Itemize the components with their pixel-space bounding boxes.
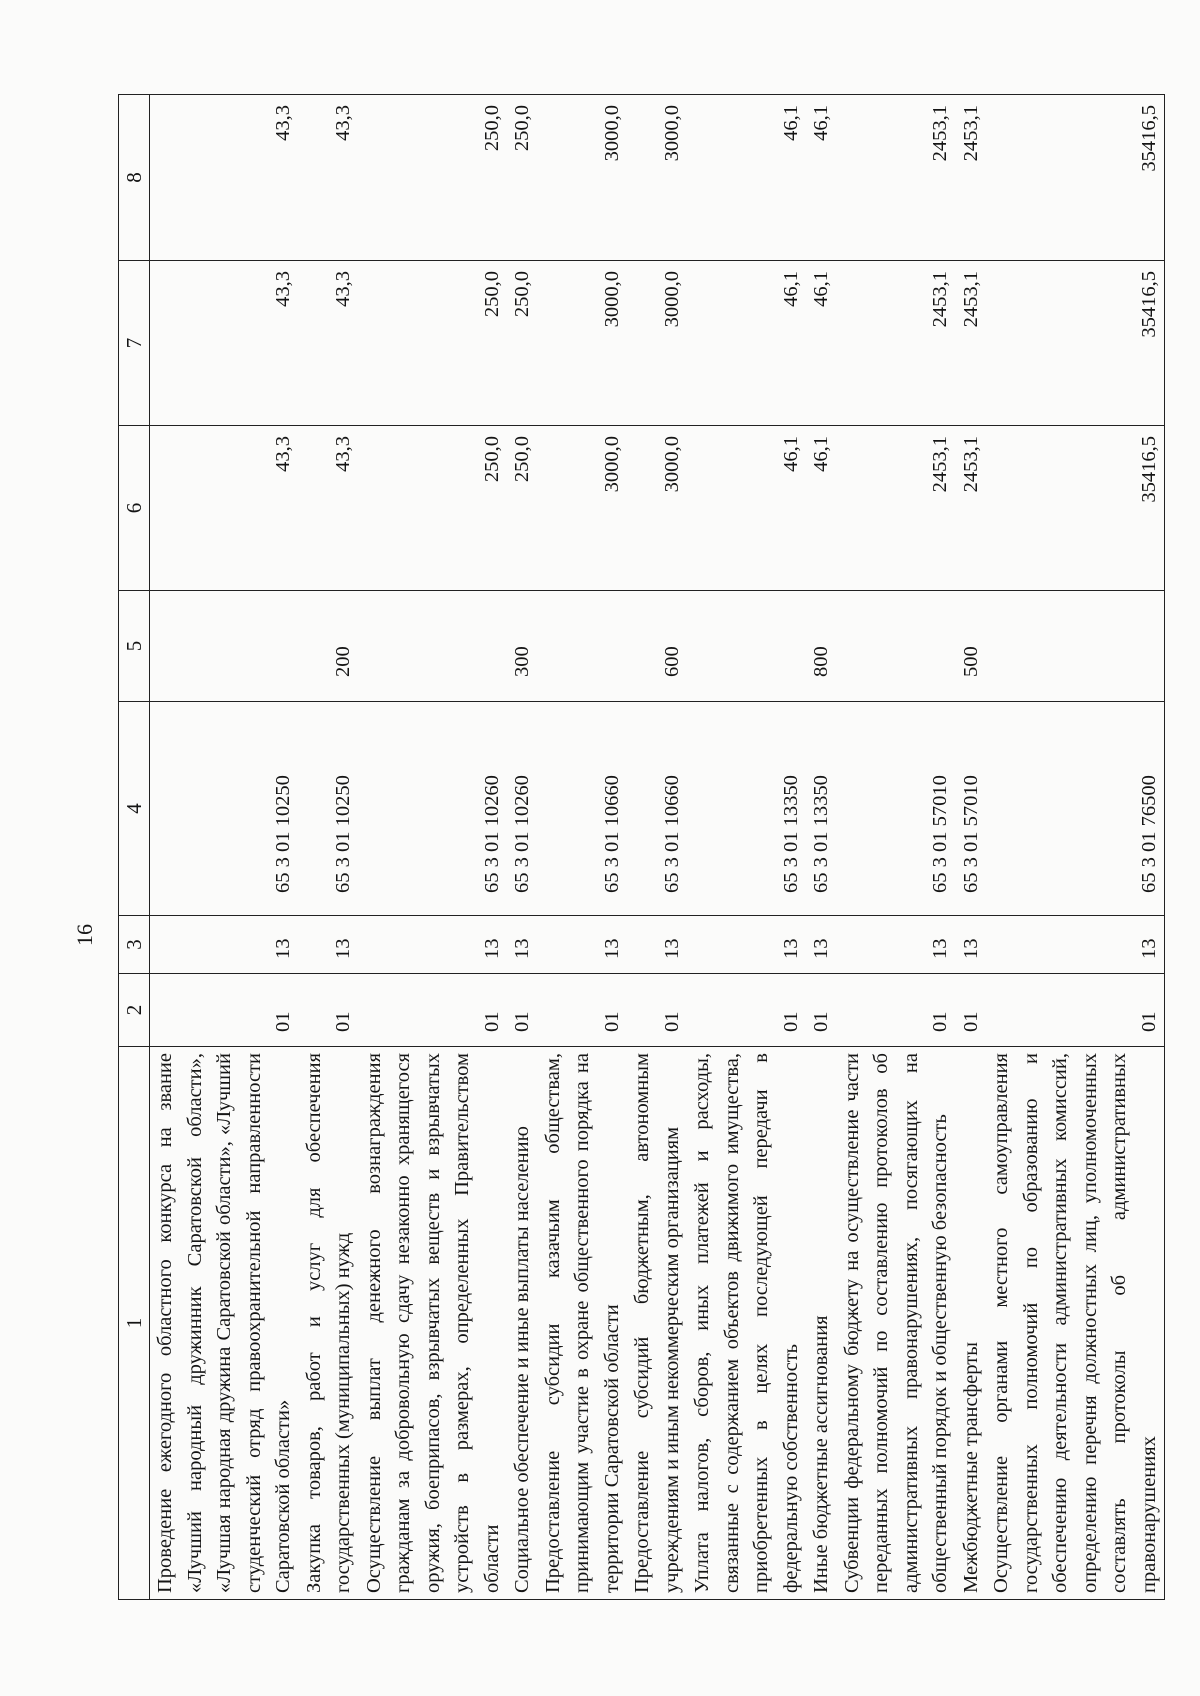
row-amount-col7: 250,0 [507,261,538,426]
row-amount-col7: 3000,0 [538,261,628,426]
row-description: Уплата налогов, сборов, иных платежей и расходы, связанные с содержанием объектов движимого имущества, приобретенных в целях последующей передачи в федеральную собственность [687,1047,806,1600]
row-amount-col7: 3000,0 [627,261,687,426]
row-section: 01 [627,974,687,1047]
row-amount-col6: 250,0 [359,426,508,591]
row-description: Иные бюджетные ассигнования [806,1047,837,1600]
row-subsection: 13 [359,916,508,974]
row-target-code: 65 3 01 13350 [806,702,837,916]
row-expense-type [687,591,806,702]
table-row [687,95,806,1600]
row-target-code: 65 3 01 10260 [507,702,538,916]
row-amount-col6: 35416,5 [986,426,1165,591]
row-amount-col6: 250,0 [507,426,538,591]
row-amount-col6: 3000,0 [627,426,687,591]
row-target-code: 65 3 01 10250 [299,702,359,916]
row-target-code: 65 3 01 76500 [986,702,1165,916]
row-section: 01 [986,974,1165,1047]
row-description: Проведение ежегодного областного конкурса на звание «Лучший народный дружинник Саратовской области», «Лучшая народная дружина Саратовской области», «Лучший студенческий отряд правоохранительной направленности Саратовской области» [150,1047,299,1600]
row-amount-col7: 250,0 [359,261,508,426]
row-description: Предоставление субсидий бюджетным, автономным учреждениям и иным некоммерческим организациям [627,1047,687,1600]
row-description: Осуществление органами местного самоуправления государственных полномочий по образованию и обеспечению деятельности административных комиссий, определению перечня должностных лиц, уполномоченных составлять протоколы об административных правонарушениях [986,1047,1165,1600]
row-expense-type [359,591,508,702]
row-amount-col8: 46,1 [687,95,806,261]
row-amount-col6: 43,3 [299,426,359,591]
header-col-5: 5 [119,591,150,702]
row-amount-col6: 46,1 [806,426,837,591]
row-amount-col7: 2453,1 [956,261,987,426]
table-row [986,95,1165,1600]
header-col-6: 6 [119,426,150,591]
row-target-code: 65 3 01 57010 [837,702,956,916]
row-description: Предоставление субсидии казачьим обществам, принимающим участие в охране общественного порядка на территории Саратовской области [538,1047,628,1600]
row-amount-col8: 250,0 [507,95,538,261]
row-description: Межбюджетные трансферты [956,1047,987,1600]
header-col-2: 2 [119,974,150,1047]
row-description: Социальное обеспечение и иные выплаты населению [507,1047,538,1600]
table-row [837,95,956,1600]
row-amount-col7: 46,1 [806,261,837,426]
row-amount-col7: 43,3 [299,261,359,426]
row-amount-col8: 35416,5 [986,95,1165,261]
row-section: 01 [538,974,628,1047]
table-row [627,95,687,1600]
header-col-1: 1 [119,1047,150,1600]
row-amount-col8: 2453,1 [837,95,956,261]
row-expense-type [538,591,628,702]
header-col-8: 8 [119,95,150,261]
row-section: 01 [687,974,806,1047]
row-section: 01 [507,974,538,1047]
table-row [538,95,628,1600]
row-amount-col8: 3000,0 [627,95,687,261]
row-expense-type [837,591,956,702]
row-amount-col8: 46,1 [806,95,837,261]
row-target-code: 65 3 01 57010 [956,702,987,916]
row-section: 01 [299,974,359,1047]
row-expense-type: 500 [956,591,987,702]
row-expense-type [986,591,1165,702]
row-description: Закупка товаров, работ и услуг для обеспечения государственных (муниципальных) нужд [299,1047,359,1600]
row-target-code: 65 3 01 10260 [359,702,508,916]
row-subsection: 13 [299,916,359,974]
row-subsection: 13 [507,916,538,974]
row-section: 01 [956,974,987,1047]
header-col-7: 7 [119,261,150,426]
row-amount-col6: 3000,0 [538,426,628,591]
row-expense-type: 800 [806,591,837,702]
row-description: Субвенции федеральному бюджету на осуществление части переданных полномочий по составлению протоколов об административных правонарушениях, посягающих на общественный порядок и общественную безопасность [837,1047,956,1600]
row-section: 01 [150,974,299,1047]
page-number: 16 [72,924,97,946]
row-subsection: 13 [806,916,837,974]
table-row [150,95,299,1600]
table-row [956,95,987,1600]
row-subsection: 13 [986,916,1165,974]
row-subsection: 13 [837,916,956,974]
row-section: 01 [806,974,837,1047]
row-amount-col7: 46,1 [687,261,806,426]
row-amount-col8: 3000,0 [538,95,628,261]
table-header-row [119,95,150,1600]
row-expense-type: 200 [299,591,359,702]
row-section: 01 [837,974,956,1047]
row-section: 01 [359,974,508,1047]
row-amount-col6: 43,3 [150,426,299,591]
row-expense-type: 300 [507,591,538,702]
row-subsection: 13 [627,916,687,974]
row-target-code: 65 3 01 10660 [538,702,628,916]
row-target-code: 65 3 01 13350 [687,702,806,916]
header-col-4: 4 [119,702,150,916]
row-amount-col6: 46,1 [687,426,806,591]
budget-table [118,94,1165,1600]
row-subsection: 13 [150,916,299,974]
row-amount-col6: 2453,1 [837,426,956,591]
table-row [359,95,508,1600]
row-expense-type [150,591,299,702]
table-row [299,95,359,1600]
row-amount-col8: 250,0 [359,95,508,261]
row-subsection: 13 [956,916,987,974]
row-expense-type: 600 [627,591,687,702]
table-row [507,95,538,1600]
row-amount-col7: 2453,1 [837,261,956,426]
row-description: Осуществление выплат денежного вознаграждения гражданам за добровольную сдачу незаконно хранящегося оружия, боеприпасов, взрывчатых веществ и взрывчатых устройств в размерах, определенных Правительством области [359,1047,508,1600]
row-amount-col8: 43,3 [299,95,359,261]
row-subsection: 13 [538,916,628,974]
row-subsection: 13 [687,916,806,974]
table-row [806,95,837,1600]
row-amount-col8: 43,3 [150,95,299,261]
row-amount-col6: 2453,1 [956,426,987,591]
header-col-3: 3 [119,916,150,974]
row-amount-col8: 2453,1 [956,95,987,261]
row-amount-col7: 35416,5 [986,261,1165,426]
row-target-code: 65 3 01 10250 [150,702,299,916]
row-amount-col7: 43,3 [150,261,299,426]
row-target-code: 65 3 01 10660 [627,702,687,916]
